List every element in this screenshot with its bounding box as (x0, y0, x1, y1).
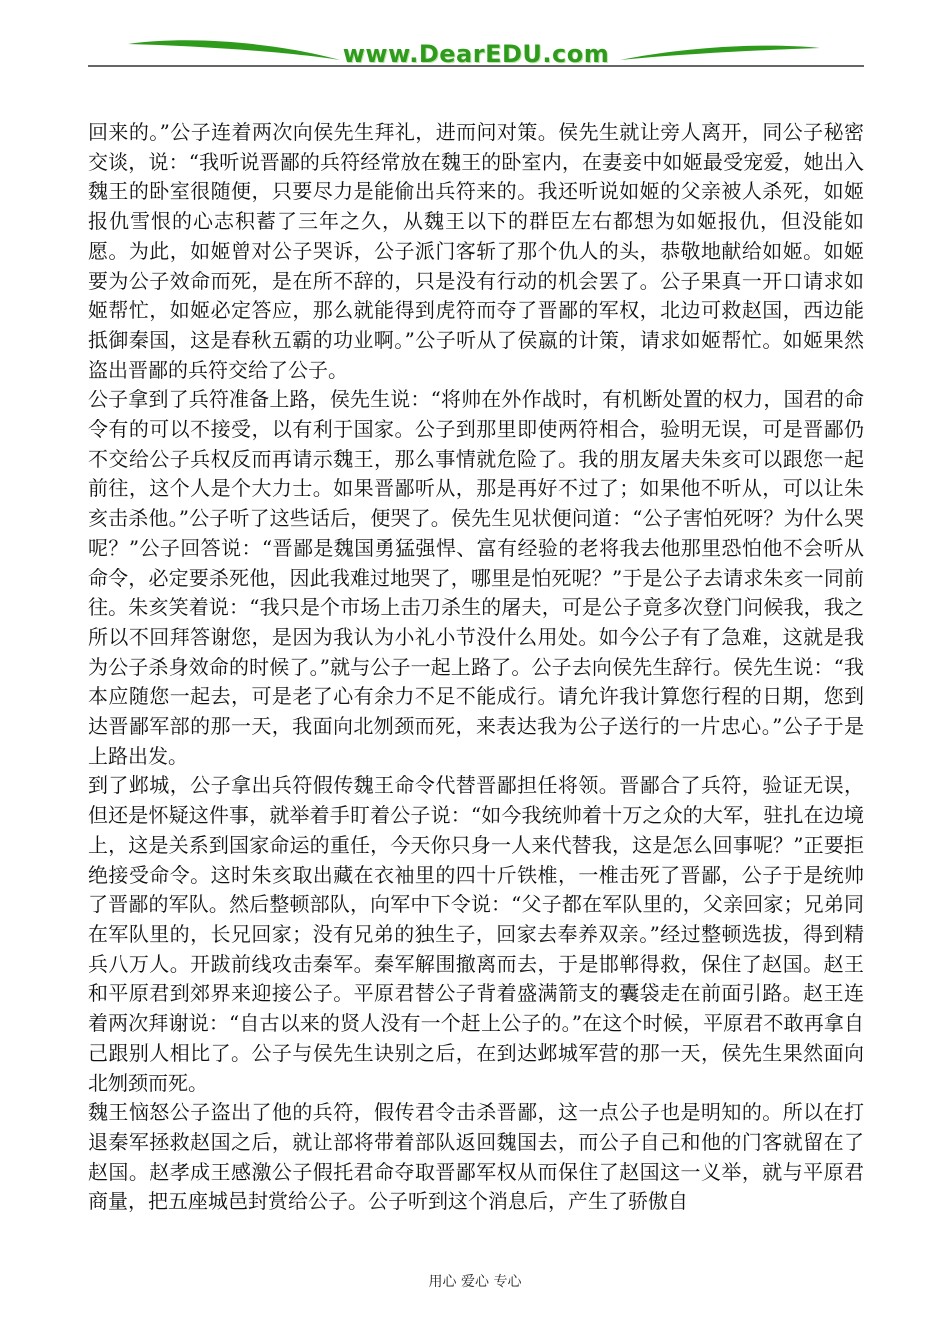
article-body (88, 118, 864, 1217)
page-header (0, 0, 950, 72)
site-logo[interactable]: www.DearEDU.com (342, 40, 610, 68)
paragraph: 到了邺城，公子拿出兵符假传魏王命令代替晋鄙担任将领。晋鄙合了兵符，验证无误，但还是怀疑这件事，就举着手盯着公子说：“如今我统帅着十万之众的大军，驻扎在边境上，这是关系到国家命运的重任，今天你只身一人来代替我，这是怎么回事呢？”正要拒绝接受命令。这时朱亥取出藏在衣袖里的四十斤铁椎，一椎击死了晋鄙，公子于是统帅了晋鄙的军队。然后整顿部队，向军中下令说：“父子都在军队里的，父亲回家；兄弟同在军队里的，长兄回家；没有兄弟的独生子，回家去奉养双亲。”经过整顿选拔，得到精兵八万人。开跋前线攻击秦军。秦军解围撤离而去，于是邯郸得救，保住了赵国。赵王和平原君到郊界来迎接公子。平原君替公子背着盛满箭支的囊袋走在前面引路。赵王连着两次拜谢说：“自古以来的贤人没有一个赶上公子的。”在这个时候，平原君不敢再拿自己跟别人相比了。公子与侯先生诀别之后，在到达邺城军营的那一天，侯先生果然面向北刎颈而死。 (88, 773, 864, 1095)
left-swoosh-icon (128, 40, 340, 60)
right-swoosh-icon (620, 46, 820, 60)
paragraph: 回来的。”公子连着两次向侯先生拜礼，进而问对策。侯先生就让旁人离开，同公子秘密交谈，说：“我听说晋鄙的兵符经常放在魏王的卧室内，在妻妾中如姬最受宠爱，她出入魏王的卧室很随便，只要尽力是能偷出兵符来的。我还听说如姬的父亲被人杀死，如姬报仇雪恨的心志积蓄了三年之久，从魏王以下的群臣左右都想为如姬报仇，但没能如愿。为此，如姬曾对公子哭诉，公子派门客斩了那个仇人的头，恭敬地献给如姬。如姬要为公子效命而死，是在所不辞的，只是没有行动的机会罢了。公子果真一开口请求如姬帮忙，如姬必定答应，那么就能得到虎符而夺了晋鄙的军权，北边可救赵国，西边能抵御秦国，这是春秋五霸的功业啊。”公子听从了侯嬴的计策，请求如姬帮忙。如姬果然盗出晋鄙的兵符交给了公子。 (88, 120, 864, 382)
paragraph: 魏王恼怒公子盗出了他的兵符，假传君令击杀晋鄙，这一点公子也是明知的。所以在打退秦军拯救赵国之后，就让部将带着部队返回魏国去，而公子自己和他的门客就留在了赵国。赵孝成王感激公子假托君命夺取晋鄙军权从而保住了赵国这一义举，就与平原君商量，把五座城邑封赏给公子。公子听到这个消息后，产生了骄傲自 (88, 1100, 864, 1214)
page-footer: 用心 爱心 专心 (428, 1274, 522, 1290)
paragraph: 公子拿到了兵符准备上路，侯先生说：“将帅在外作战时，有机断处置的权力，国君的命令有的可以不接受，以有利于国家。公子到那里即使两符相合，验明无误，可是晋鄙仍不交给公子兵权反而再请示魏王，那么事情就危险了。我的朋友屠夫朱亥可以跟您一起前往，这个人是个大力士。如果晋鄙听从，那是再好不过了；如果他不听从，可以让朱亥击杀他。”公子听了这些话后，便哭了。侯先生见状便问道：“公子害怕死呀？为什么哭呢？”公子回答说：“晋鄙是魏国勇猛强悍、富有经验的老将我去他那里恐怕他不会听从命令，必定要杀死他，因此我难过地哭了，哪里是怕死呢？”于是公子去请求朱亥一同前往。朱亥笑着说：“我只是个市场上击刀杀生的屠夫，可是公子竟多次登门问候我，我之所以不回拜答谢您，是因为我认为小礼小节没什么用处。如今公子有了急难，这就是我为公子杀身效命的时候了。”就与公子一起上路了。公子去向侯先生辞行。侯先生说：“我本应随您一起去，可是老了心有余力不足不能成行。请允许我计算您行程的日期，您到达晋鄙军部的那一天，我面向北刎颈而死，来表达我为公子送行的一片忠心。”公子于是上路出发。 (88, 387, 864, 768)
